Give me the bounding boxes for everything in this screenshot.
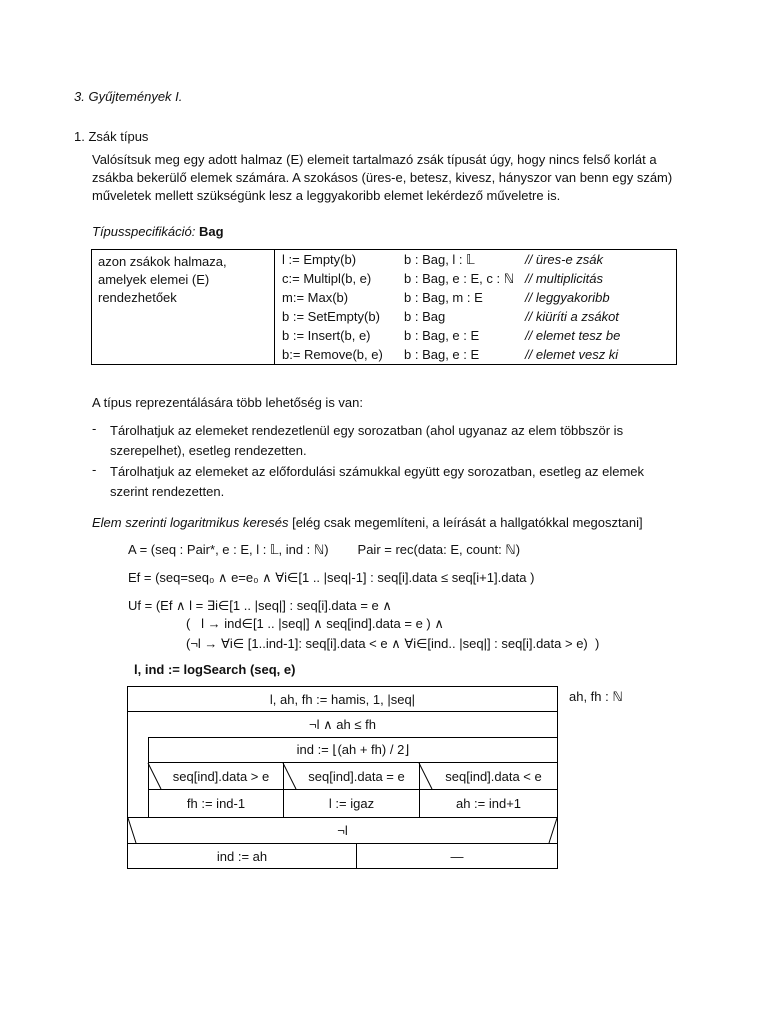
spec-desc-line: azon zsákok halmaza,	[98, 254, 227, 269]
intro-line: zsákba bekerülő elemek számára. A szokásos (üres-e, betesz, kivesz, hányszor van benn egy szám)	[92, 170, 673, 185]
formula-postcondition-line2: ( l → ind∈[1 .. |seq|] ∧ seq[ind].data = e ) ∧	[186, 616, 444, 631]
repr-intro: A típus reprezentálására több lehetőség is van:	[92, 395, 364, 410]
nsd-branch-condition-less	[419, 762, 558, 790]
spec-type: Bag	[198, 224, 224, 239]
bullet-dash: -	[92, 421, 97, 436]
spec-heading	[92, 224, 224, 239]
operation-row	[282, 252, 674, 271]
bullet-dash: -	[92, 462, 97, 477]
operation-name: b:= Remove(b, e)	[282, 347, 383, 362]
nsd-branch-condition-text: seq[ind].data < e	[445, 768, 542, 784]
operation-comment: // multiplicitás	[525, 271, 604, 286]
formula-precondition: Ef = (seq=seq₀ ∧ e=e₀ ∧ ∀i∈[1 .. |seq|-1] : seq[i].data ≤ seq[i+1].data )	[128, 570, 535, 585]
nsd-branch-statement-less: ah := ind+1	[419, 789, 558, 818]
search-title: Elem szerinti logaritmikus keresés	[92, 515, 289, 530]
formula-state-space: A = (seq : Pair*, e : E, l : 𝕃, ind : ℕ) Pair = rec(data: E, count: ℕ)	[128, 542, 521, 557]
nsd-side-declaration: ah, fh : ℕ	[569, 689, 623, 704]
nsd-else-statement: —	[356, 843, 558, 869]
nsd-branch-statement-equal: l := igaz	[283, 789, 420, 818]
nsd-init-statement: l, ah, fh := hamis, 1, |seq|	[127, 686, 558, 712]
intro-line: Valósítsuk meg egy adott halmaz (E) elemeit tartalmazó zsák típusát úgy, hogy nincs felső korlát a	[92, 152, 657, 167]
nsd-branch-condition-equal	[283, 762, 420, 790]
operation-row	[282, 309, 674, 328]
nsd-if-condition: ¬l	[127, 817, 558, 844]
nsd-loop-bar	[127, 737, 149, 818]
operation-signature: b : Bag, l : 𝕃	[404, 252, 475, 267]
nsd-branch-condition-text: seq[ind].data > e	[172, 768, 270, 784]
bullet-line: Tárolhatjuk az elemeket az előfordulási számukkal együtt egy sorozatban, esetleg az elemek	[110, 464, 645, 479]
operation-name: c:= Multipl(b, e)	[282, 271, 372, 286]
operation-comment: // kiüríti a zsákot	[525, 309, 619, 324]
operation-row	[282, 271, 674, 290]
operation-comment: // üres-e zsák	[525, 252, 604, 267]
operations-list	[282, 252, 674, 366]
operation-row	[282, 347, 674, 366]
formula-postcondition: Uf = (Ef ∧ l = ∃i∈[1 .. |seq|] : seq[i].data = e ∧	[128, 598, 392, 613]
operation-comment: // leggyakoribb	[525, 290, 610, 305]
nsd-branch-condition-text: seq[ind].data = e	[308, 768, 405, 784]
subsection-title: 1. Zsák típus	[74, 129, 149, 144]
bullet-item	[110, 421, 623, 461]
operation-name: m:= Max(b)	[282, 290, 349, 305]
operation-comment: // elemet vesz ki	[525, 347, 619, 362]
operation-signature: b : Bag, e : E, c : ℕ	[404, 271, 515, 286]
bullet-line: Tárolhatjuk az elemeket rendezetlenül egy sorozatban (ahol ugyanaz az elem többször is	[110, 423, 624, 438]
operation-row	[282, 328, 674, 347]
spec-desc-line: amelyek elemei (E)	[98, 272, 210, 287]
intro-paragraph	[92, 151, 722, 205]
operation-name: b := Insert(b, e)	[282, 328, 371, 343]
spec-desc-line: rendezhetőek	[98, 290, 177, 305]
operation-row	[282, 290, 674, 309]
operation-name: b := SetEmpty(b)	[282, 309, 380, 324]
operation-signature: b : Bag, m : E	[404, 290, 483, 305]
spec-description	[92, 250, 275, 364]
operation-signature: b : Bag	[404, 309, 446, 324]
algorithm-title: l, ind := logSearch (seq, e)	[134, 662, 296, 677]
nsd-branch-condition-greater	[148, 762, 284, 790]
operation-signature: b : Bag, e : E	[404, 328, 480, 343]
operation-comment: // elemet tesz be	[525, 328, 621, 343]
formula-postcondition-line3: (¬l → ∀i∈ [1..ind-1]: seq[i].data < e ∧ ∀i∈[ind.. |seq|] : seq[i].data > e) )	[186, 636, 600, 651]
search-note: [elég csak megemlíteni, a leírását a hallgatókkal megosztani]	[288, 515, 643, 530]
spec-table	[91, 249, 677, 365]
bullet-line: szerint rendezetten.	[110, 484, 225, 499]
bullet-line: szerepelhet), esetleg rendezetten.	[110, 443, 307, 458]
nsd-mid-statement: ind := ⌊(ah + fh) / 2⌋	[148, 737, 558, 763]
intro-line: műveletek mellett szükségünk lesz a leggyakoribb elemet lekérdező műveletre is.	[92, 188, 561, 203]
bullet-item	[110, 462, 644, 502]
nsd-branch-statement-greater: fh := ind-1	[148, 789, 284, 818]
nsd-then-statement: ind := ah	[127, 843, 357, 869]
operation-signature: b : Bag, e : E	[404, 347, 480, 362]
spec-label: Típusspecifikáció:	[92, 224, 196, 239]
nsd-loop-condition: ¬l ∧ ah ≤ fh	[127, 711, 558, 738]
operation-name: l := Empty(b)	[282, 252, 357, 267]
search-heading	[92, 515, 643, 530]
section-title: 3. Gyűjtemények I.	[74, 89, 183, 104]
